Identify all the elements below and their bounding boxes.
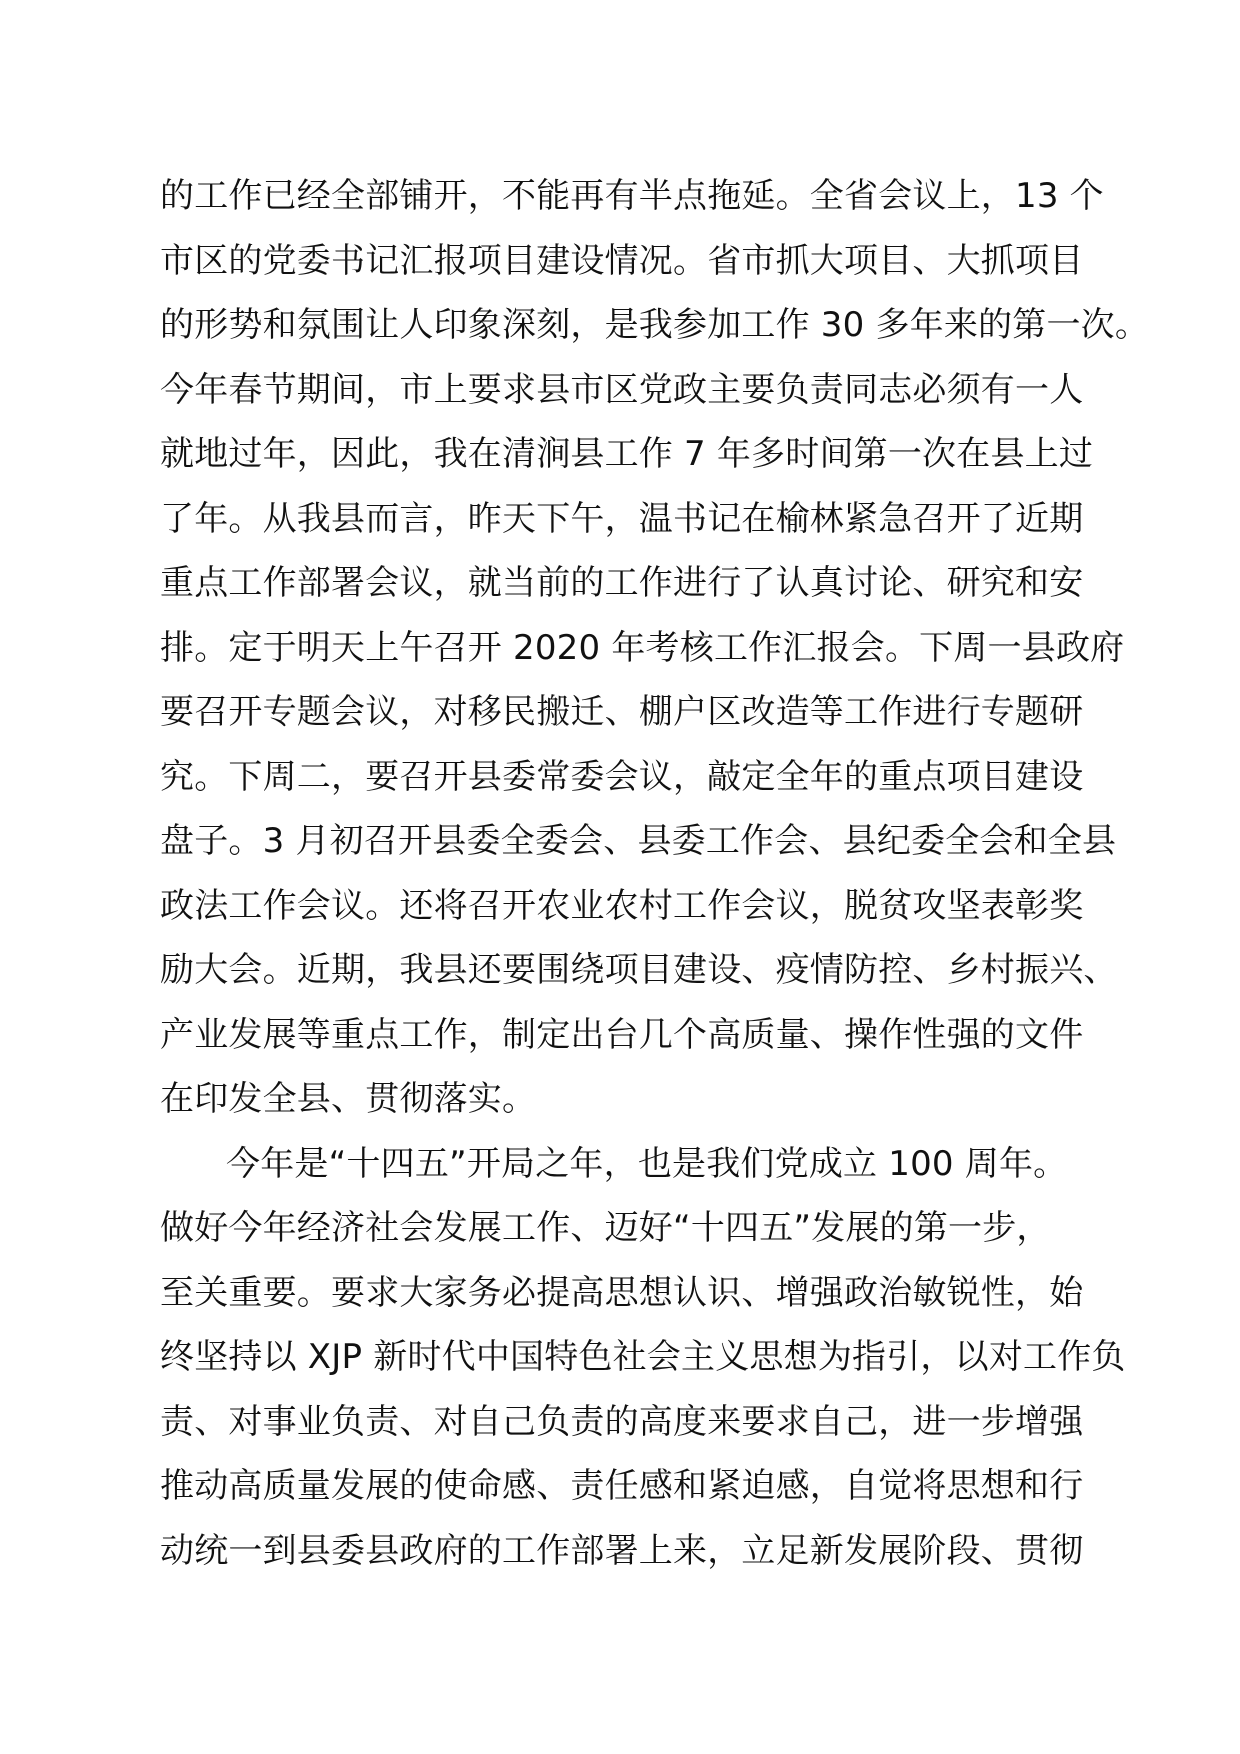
text-line: 动统一到县委县政府的工作部署上来，立足新发展阶段、贯彻: [160, 1530, 1084, 1571]
text-line: 励大会。近期，我县还要围绕项目建设、疫情防控、乡村振兴、: [160, 950, 1118, 990]
text-line: 在印发全县、贯彻落实。: [160, 1079, 537, 1119]
text-line: 就地过年，因此，我在清涧县工作 7 年多时间第一次在县上过: [160, 434, 1094, 474]
text-line: 的形势和氛围让人印象深刻，是我参加工作 30 多年来的第一次。: [160, 305, 1150, 345]
text-line: 政法工作会议。还将召开农业农村工作会议，脱贫攻坚表彰奖: [160, 885, 1084, 926]
text-line: 要召开专题会议，对移民搬迁、棚户区改造等工作进行专题研: [160, 692, 1084, 732]
text-line: 做好今年经济社会发展工作、迈好“十四五”发展的第一步，: [160, 1208, 1051, 1248]
text-line: 排。定于明天上午召开 2020 年考核工作汇报会。下周一县政府: [160, 627, 1125, 668]
text-line: 的工作已经全部铺开，不能再有半点拖延。全省会议上，13 个: [160, 176, 1104, 216]
text-line: 究。下周二，要召开县委常委会议，敲定全年的重点项目建设: [160, 756, 1084, 797]
text-line: 终坚持以 XJP 新时代中国特色社会主义思想为指引，以对工作负: [160, 1337, 1126, 1377]
text-line: 重点工作部署会议，就当前的工作进行了认真讨论、研究和安: [160, 563, 1084, 603]
text-line: 责、对事业负责、对自己负责的高度来要求自己，进一步增强: [160, 1401, 1084, 1442]
text-line: 了年。从我县而言，昨天下午，温书记在榆林紧急召开了近期: [160, 498, 1084, 539]
text-line: 产业发展等重点工作，制定出台几个高质量、操作性强的文件: [160, 1014, 1084, 1055]
text-line: 今年春节期间，市上要求县市区党政主要负责同志必须有一人: [160, 369, 1084, 410]
text-line: 市区的党委书记汇报项目建设情况。省市抓大项目、大抓项目: [160, 240, 1084, 281]
text-line: 至关重要。要求大家务必提高思想认识、增强政治敏锐性，始: [160, 1272, 1084, 1313]
text-line: 推动高质量发展的使命感、责任感和紧迫感，自觉将思想和行: [160, 1466, 1084, 1506]
body-text: [160, 164, 1150, 1583]
paragraph-start-line: 今年是“十四五”开局之年，也是我们党成立 100 周年。: [226, 1143, 1068, 1184]
text-line: 盘子。3 月初召开县委全委会、县委工作会、县纪委全会和全县: [160, 821, 1117, 861]
